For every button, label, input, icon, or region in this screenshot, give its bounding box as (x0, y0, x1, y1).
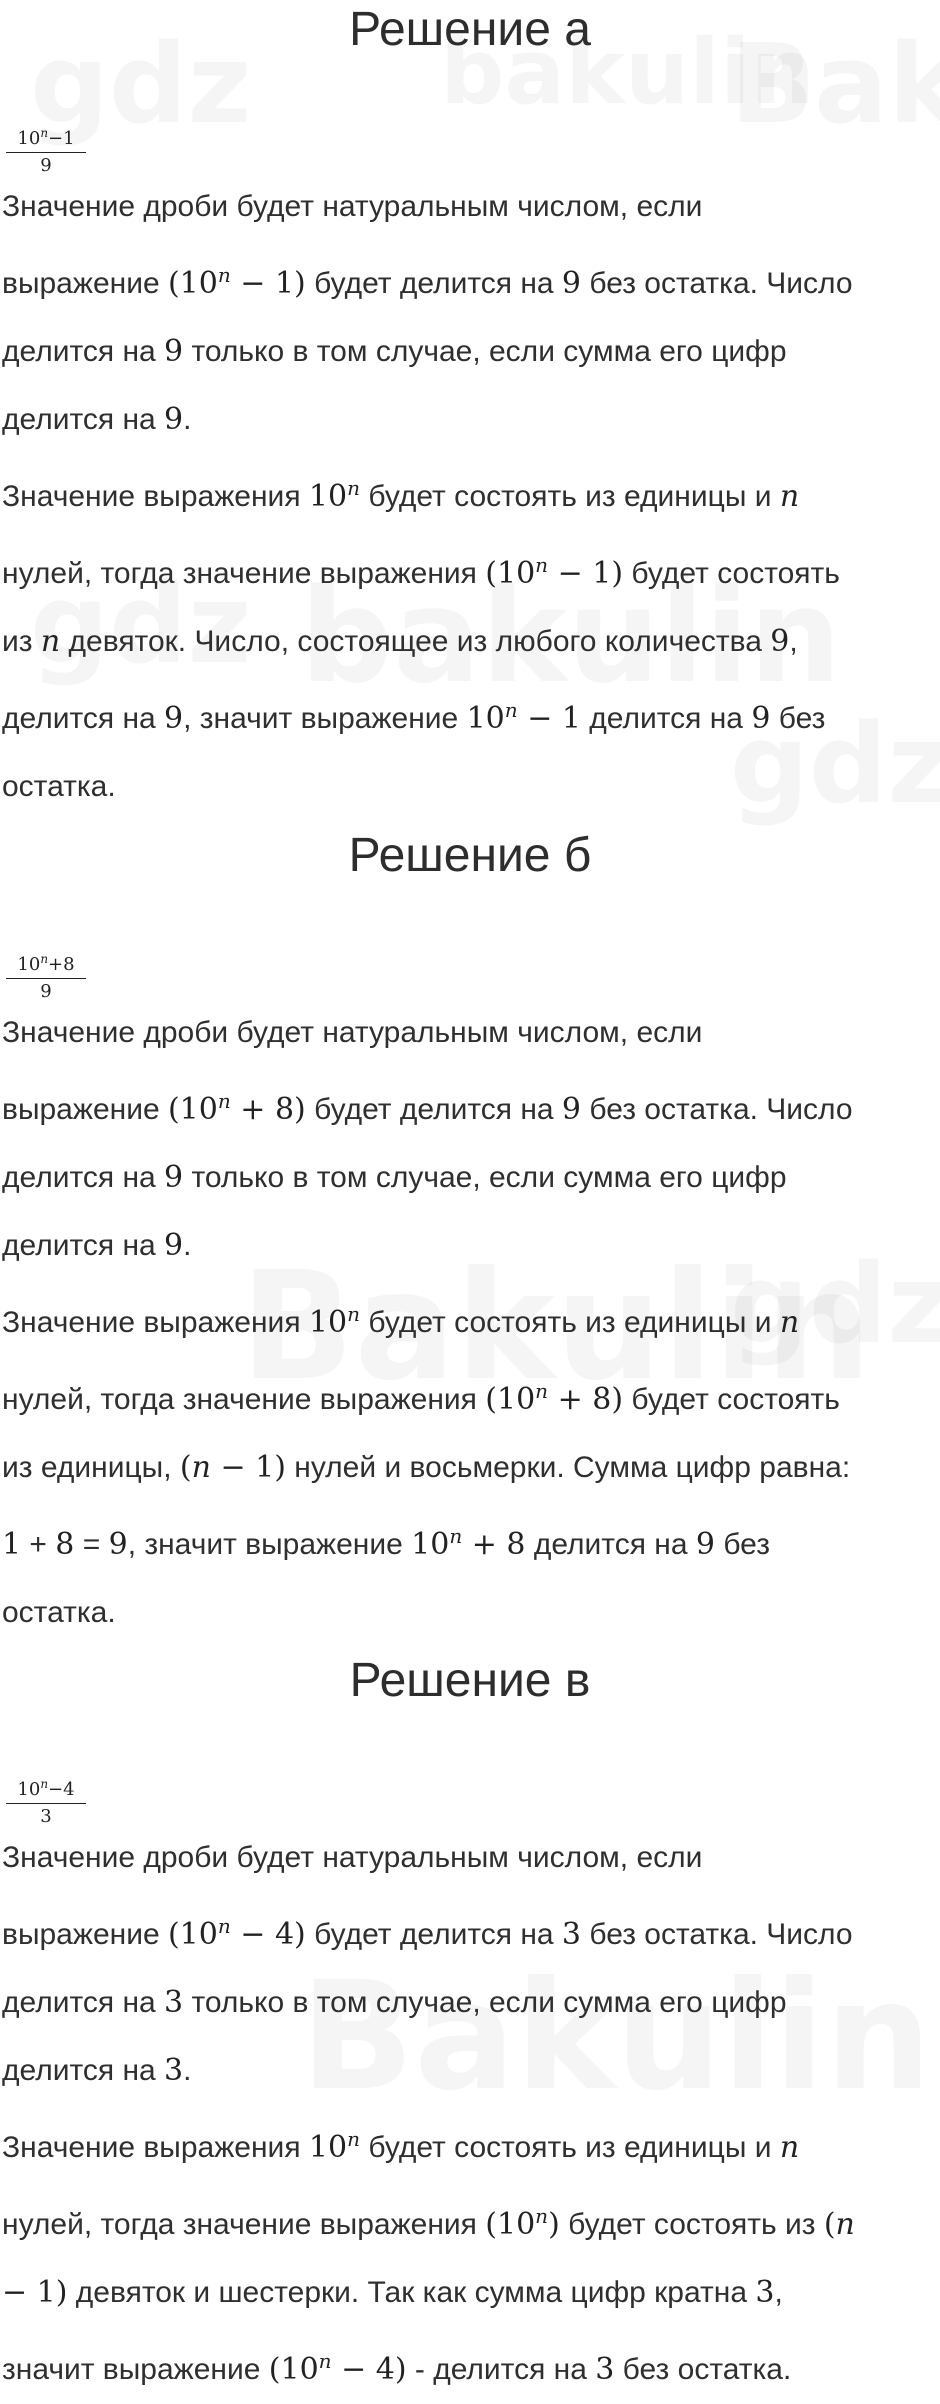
fraction-formula (6, 1773, 86, 1828)
math-expression: $(10^n + 8)$ (167, 1089, 306, 1127)
math-expression: n (779, 479, 800, 514)
text-line: Значение дроби будет натуральным числом, если (2, 190, 703, 223)
math-expression: $(10^n + 8)$ (485, 1379, 624, 1417)
math-expression: $10^n - 1$ (466, 698, 581, 736)
text-line: остатка. (2, 1596, 116, 1629)
text-line: делится на 3 только в том случае, если сумма его цифр (2, 1985, 787, 2020)
math-expression: − 1) (2, 2275, 68, 2310)
text-line: из n девяток. Число, состоящее из любого количества 9, (2, 624, 798, 659)
fraction-formula (6, 122, 86, 177)
text-line: нулей, тогда значение выражения $(10^n - 1)$ будет состоять (2, 553, 840, 591)
math-expression: 1 (2, 1527, 22, 1562)
math-expression: $(10^n - 4)$ (167, 1914, 306, 1952)
text-line: нулей, тогда значение выражения (10$^n$) будет состоять из (n (2, 2204, 855, 2242)
solution-text (0, 1824, 940, 2404)
text-line: делится на 9 только в том случае, если сумма его цифр (2, 1160, 787, 1195)
math-expression: 9 (561, 266, 582, 301)
text-line: делится на 3. (2, 2053, 192, 2088)
text-line: Значение выражения 10$^n$ будет состоять из единицы и n (2, 2127, 800, 2165)
fraction-numerator: $10^n-4$ (6, 1773, 86, 1804)
math-expression: (n − 1) (179, 1450, 286, 1485)
math-expression: 10$^n$ (308, 2127, 360, 2165)
fraction-numerator: $10^n-1$ (6, 122, 86, 153)
math-expression: 3 (164, 1985, 184, 2020)
solution-section (0, 0, 940, 821)
math-expression: $(10^n - 1)$ (167, 263, 306, 301)
math-expression: 3 (755, 2275, 775, 2310)
math-expression: 9 (108, 1527, 128, 1562)
text-line: делится на 9 только в том случае, если сумма его цифр (2, 334, 787, 369)
solution-section (0, 826, 940, 1647)
fraction-numerator: $10^n+8$ (6, 948, 86, 979)
fraction-denominator: 9 (40, 981, 52, 1002)
math-expression: 9 (751, 701, 771, 736)
text-line: из единицы, (n − 1) нулей и восьмерки. Сумма цифр равна: (2, 1450, 851, 1485)
solution-text (0, 173, 940, 821)
solution-text (0, 999, 940, 1647)
math-expression: 9 (164, 1160, 184, 1195)
math-expression: $10^n + 8$ (411, 1524, 526, 1562)
text-line: Значение выражения 10$^n$ будет состоять из единицы и n (2, 1302, 800, 1340)
text-line: делится на 9. (2, 1228, 192, 1263)
text-line: Значение дроби будет натуральным числом, если (2, 1016, 703, 1049)
text-line: выражение $(10^n - 1)$ будет делится на 9 без остатка. Число (2, 263, 853, 301)
math-expression: 9 (164, 701, 184, 736)
math-expression: (n (823, 2207, 855, 2242)
math-expression: $(10^n - 1)$ (485, 553, 624, 591)
math-expression: $(10^n - 4)$ (268, 2349, 407, 2387)
fraction-denominator: 9 (40, 155, 52, 176)
text-line: делится на 9. (2, 402, 192, 437)
math-expression: 10$^n$ (308, 476, 360, 514)
text-line: выражение $(10^n + 8)$ будет делится на 9 без остатка. Число (2, 1089, 853, 1127)
text-line: значит выражение $(10^n - 4)$ - делится на 3 без остатка. (2, 2349, 792, 2387)
text-line: − 1) девяток и шестерки. Так как сумма цифр кратна 3, (2, 2275, 783, 2310)
math-expression: 8 (55, 1527, 75, 1562)
math-expression: 3 (561, 1917, 582, 1952)
text-line: Значение выражения 10$^n$ будет состоять из единицы и n (2, 476, 800, 514)
math-expression: (10$^n$) (485, 2204, 560, 2242)
text-line: делится на 9, значит выражение $10^n - 1$ делится на 9 без (2, 698, 826, 736)
math-expression: 9 (164, 402, 184, 437)
math-expression: 9 (561, 1092, 582, 1127)
math-expression: n (779, 1305, 800, 1340)
text-line: Значение дроби будет натуральным числом, если (2, 1841, 703, 1874)
math-expression: n (779, 2130, 800, 2165)
fraction-denominator: 3 (40, 1806, 52, 1827)
section-title: Решение а (349, 3, 591, 56)
math-expression: 9 (164, 334, 184, 369)
math-expression: 10$^n$ (308, 1302, 360, 1340)
fraction-formula (6, 948, 86, 1003)
math-expression: 3 (164, 2053, 184, 2088)
text-line: выражение $(10^n - 4)$ будет делится на 3 без остатка. Число (2, 1914, 853, 1952)
section-title: Решение в (349, 1654, 591, 1707)
solution-section (0, 1651, 940, 2404)
math-expression: n (40, 624, 61, 659)
section-title: Решение б (348, 829, 592, 882)
math-expression: 9 (164, 1228, 184, 1263)
text-line: 1 + 8 = 9, значит выражение $10^n + 8$ делится на 9 без (2, 1524, 770, 1562)
text-line: остатка. (2, 770, 116, 803)
text-line: нулей, тогда значение выражения $(10^n + 8)$ будет состоять (2, 1379, 840, 1417)
math-expression: 3 (595, 2352, 615, 2387)
math-expression: 9 (770, 624, 790, 659)
math-expression: 9 (695, 1527, 715, 1562)
